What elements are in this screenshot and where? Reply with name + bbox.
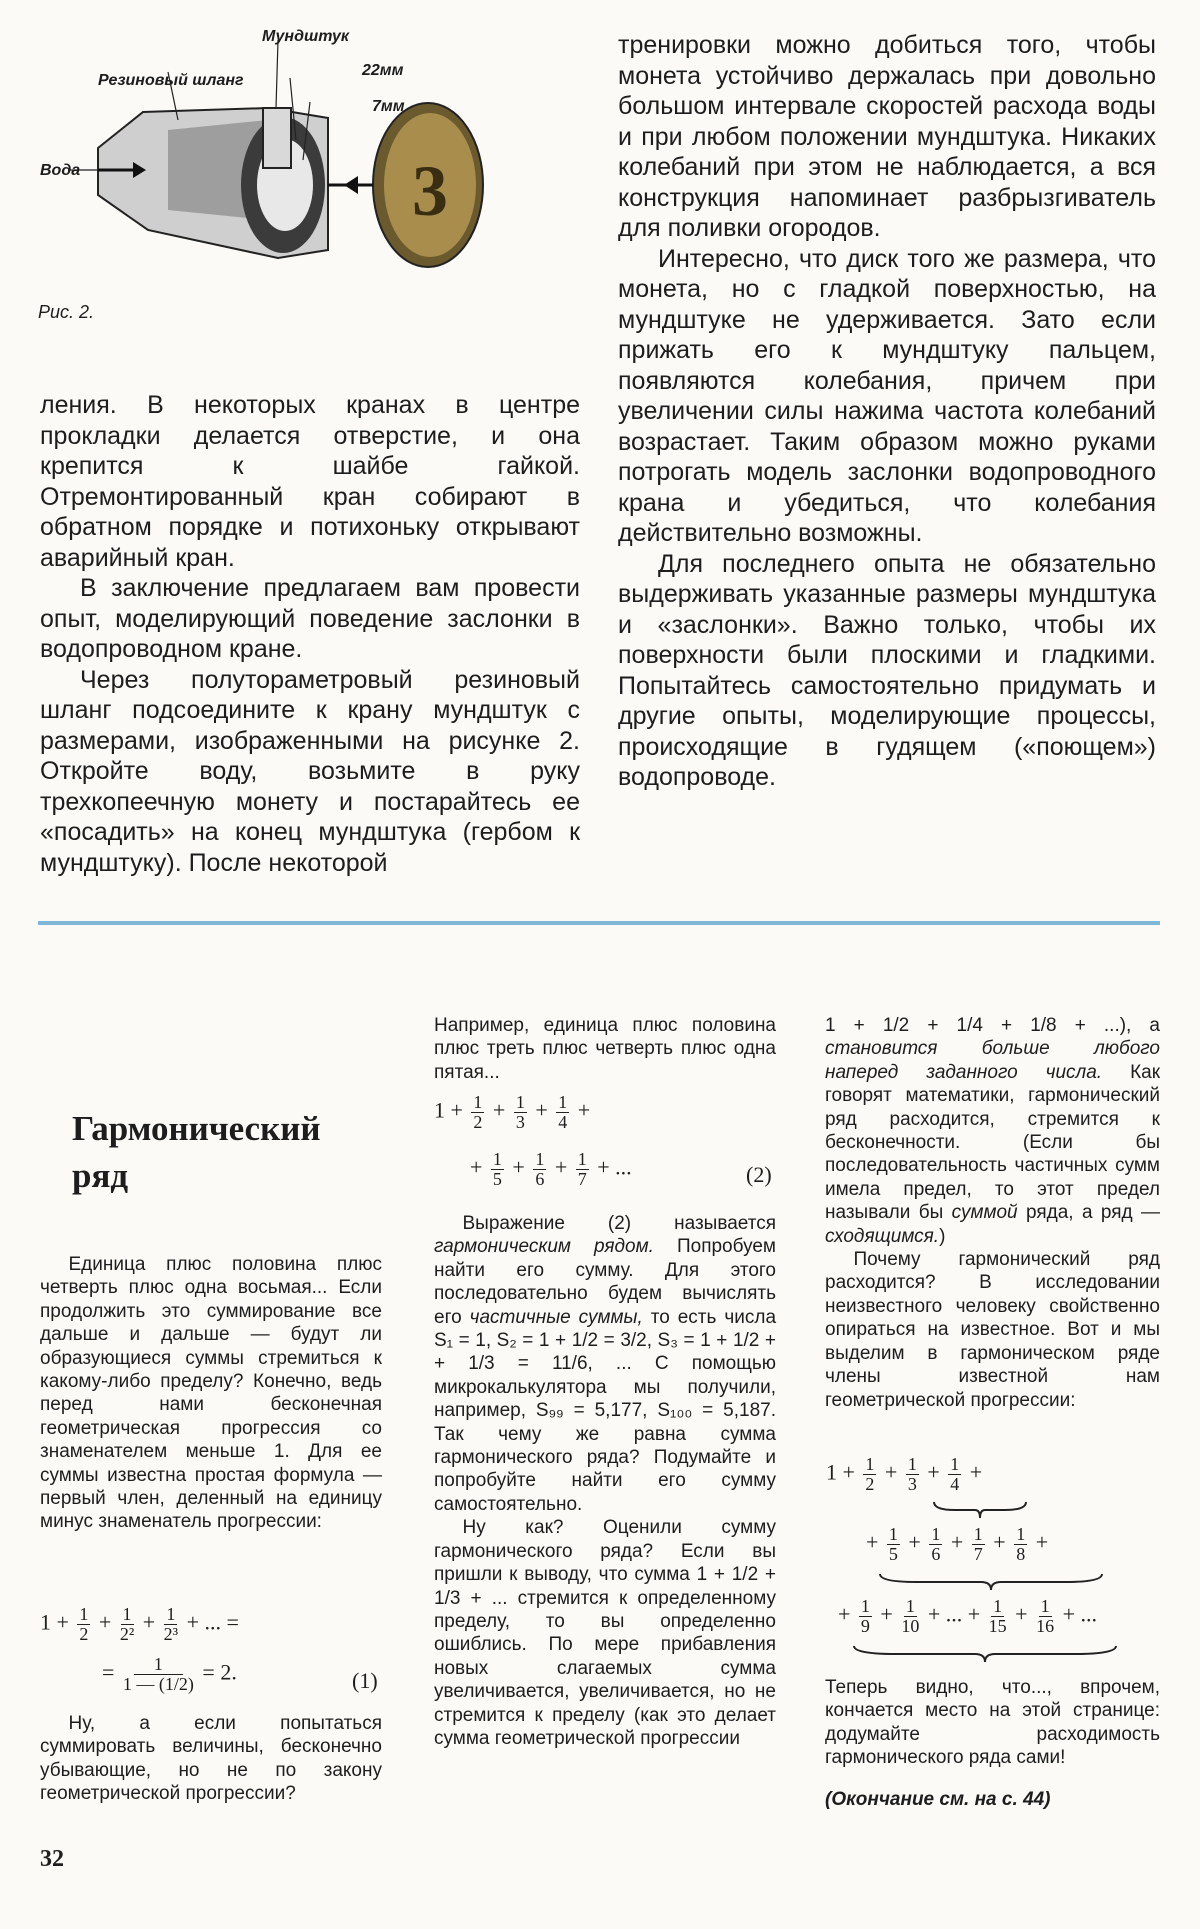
text: 1 + 1/2 + 1/4 + 1/8 + ...), а — [825, 1015, 1160, 1036]
coin-digit: 3 — [412, 151, 448, 231]
brace-2 — [876, 1572, 1106, 1592]
paragraph: Теперь видно, что..., впрочем, кончается место на этой странице: додумайте расходимость гармонического ряда сами! — [825, 1677, 1160, 1769]
label-dim-7: 7мм — [372, 98, 405, 115]
paragraph: В заключение предлагаем вам провести опыт, моделирующий поведение заслонки в водопроводном кране. — [40, 574, 580, 663]
paragraph: Например, единица плюс половина плюс треть плюс четверть плюс одна пятая... — [434, 1015, 776, 1083]
paragraph: Для последнего опыта не обязательно выдерживать указанные размеры мундштука и «заслонки». Важно только, чтобы их поверхности были плоскими и гладкими. Попытайтесь самостоятельно придумать и другие опыты, моделирующие процессы, происходящие в гудящем («поющем») водопроводе. — [618, 549, 1156, 791]
paragraph: Ну как? Оценили сумму гармонического ряда? Если вы пришли к выводу, что сумма 1 + 1/2 + 1/3 + ... стремится к определенному пределу, то вы определенно ошиблись. По мере прибавления новых слагаемых сумма увеличивается, увеличивается, но не стремится к пределу (как это делает сумма геометрической прогрессии — [434, 1517, 776, 1749]
eq-number-1: (1) — [352, 1668, 378, 1693]
emphasis: гармоническим рядом. — [434, 1236, 654, 1258]
text: Как говорят математики, гармонический ряд расходится, стремится к бесконечности. (Если бы последовательность частичных сумм имела предел, то этот предел называли бы — [825, 1061, 1161, 1224]
label-hose: Резиновый шланг — [98, 72, 244, 89]
brace-3 — [850, 1644, 1120, 1664]
equation-2-line-1: 1 + $\frac{1}{2}$ + $\frac{1}{3}$ + $\frac{1}{4}$ + — [434, 1092, 591, 1132]
grouped-series-line-1: 1 + $\frac{1}{2}$ + $\frac{1}{3}$ + $\frac{1}{4}$ + — [826, 1454, 983, 1494]
article-column-3-bottom — [825, 1676, 1160, 1770]
text: Выражение (2) называется — [462, 1213, 776, 1234]
emphasis: становится больше любого наперед заданного числа. — [825, 1038, 1160, 1083]
article-column-2-top — [434, 1014, 776, 1084]
page-number: 32 — [40, 1846, 64, 1872]
paragraph: Ну, а если попытаться суммировать величины, бесконечно убывающие, но не по закону геометрической прогрессии? — [40, 1713, 382, 1805]
emphasis: частичные суммы, — [469, 1306, 643, 1328]
article-title — [72, 1105, 321, 1199]
label-dim-22: 22мм — [362, 62, 404, 79]
emphasis: суммой — [951, 1202, 1018, 1224]
brace-1 — [930, 1500, 1030, 1520]
grouped-series-line-3: + $\frac{1}{9}$ + $\frac{1}{10}$ + ... + $\frac{1}{15}$ + $\frac{1}{16}$ + ... — [838, 1596, 1098, 1636]
equation-1-line-2: = $\frac{1}{1 — (1/2)}$ = 2. — [102, 1654, 237, 1694]
text: ряда, а ряд — — [1026, 1202, 1160, 1224]
paragraph: ления. В некоторых кранах в центре прокладки делается отверстие, и она крепится к шайбе гайкой. Отремонтированный кран собирают в обратном порядке и потихоньку открывают аварийный кран. — [40, 391, 580, 572]
paragraph: Интересно, что диск того же размера, что монета, но с гладкой поверхностью, на мундштуке не удерживается. Зато если прижать его к мундштуку пальцем, появляются колебания, причем при увеличении силы нажима частота колебаний возрастает. Таким образом можно руками потрогать модель заслонки водопроводного крана и убедиться, что колебания действительно возможны. — [618, 244, 1156, 547]
eq1-result: = 2. — [202, 1659, 237, 1685]
paragraph — [825, 1014, 1160, 1248]
continuation-note: (Окончание см. на с. 44) — [825, 1789, 1051, 1810]
article-column-2 — [434, 1212, 776, 1750]
article-column-3 — [825, 1014, 1160, 1412]
equation-2-line-2: + $\frac{1}{5}$ + $\frac{1}{6}$ + $\frac{1}{7}$ + ... — [470, 1149, 632, 1189]
text: Попробуем найти его сумму. Для этого последовательно будем вычислять его — [434, 1236, 776, 1328]
paragraph: тренировки можно добиться того, чтобы монета устойчиво держалась при довольно большом интервале скоростей расхода воды и при любом положении мундштука. Никаких колебаний при этом не наблюдается, а вся конструкция напоминает разбрызгиватель для поливки огородов. — [618, 31, 1156, 242]
article-column-1-bottom — [40, 1712, 382, 1806]
top-left-column — [40, 390, 580, 878]
grouped-series-line-2: + $\frac{1}{5}$ + $\frac{1}{6}$ + $\frac{1}{7}$ + $\frac{1}{8}$ + — [866, 1524, 1049, 1564]
figure-mouthpiece-diagram — [28, 20, 548, 340]
top-right-column — [618, 30, 1156, 793]
paragraph — [434, 1212, 776, 1516]
label-water: Вода — [40, 162, 81, 179]
paragraph: Почему гармонический ряд расходится? В исследовании неизвестного человеку свойственно опираться на известное. Вот и мы выделим в гармоническом ряде члены известной нам геометрической прогрессии: — [825, 1249, 1160, 1411]
paragraph: Единица плюс половина плюс четверть плюс одна восьмая... Если продолжить это суммирование все дальше и дальше — будут ли образующиеся суммы стремиться к какому-либо пределу? Конечно, ведь перед нами бесконечная геометрическая прогрессия со знаменателем меньше 1. Для ее суммы известна простая формула — первый член, деленный на единицу минус знаменатель прогрессии: — [40, 1254, 382, 1533]
title-line: ряд — [72, 1156, 129, 1195]
text: то есть числа S₁ = 1, S₂ = 1 + 1/2 = 3/2, S₃ = 1 + 1/2 + + 1/3 = 11/6, ... С помощью микрокалькулятора мы получили, например, S₉₉ = 5,177, S₁₀₀ = 5,187. Так чему же равна сумма гармонического ряда? Подумайте и попробуйте найти его сумму самостоятельно. — [434, 1306, 777, 1515]
label-mouthpiece: Мундштук — [262, 28, 350, 45]
text: ) — [939, 1225, 946, 1247]
title-line: Гармонический — [72, 1109, 321, 1148]
equation-1-line-1: 1 + $\frac{1}{2}$ + $\frac{1}{\text{2²}}$ + $\frac{1}{\text{2³}}$ + ... = — [40, 1604, 239, 1644]
figure-caption: Рис. 2. — [38, 302, 95, 322]
paragraph: Через полутораметровый резиновый шланг подсоедините к крану мундштук с размерами, изображенными на рисунке 2. Откройте воду, возьмите в руку трехкопеечную монету и постарайтесь ее «посадить» на конец мундштука (гербом к мундштуку). После некоторой — [40, 665, 580, 877]
article-column-1 — [40, 1253, 382, 1534]
eq-number-2: (2) — [746, 1162, 772, 1187]
section-divider — [38, 921, 1160, 925]
emphasis: сходящимся. — [825, 1225, 940, 1247]
